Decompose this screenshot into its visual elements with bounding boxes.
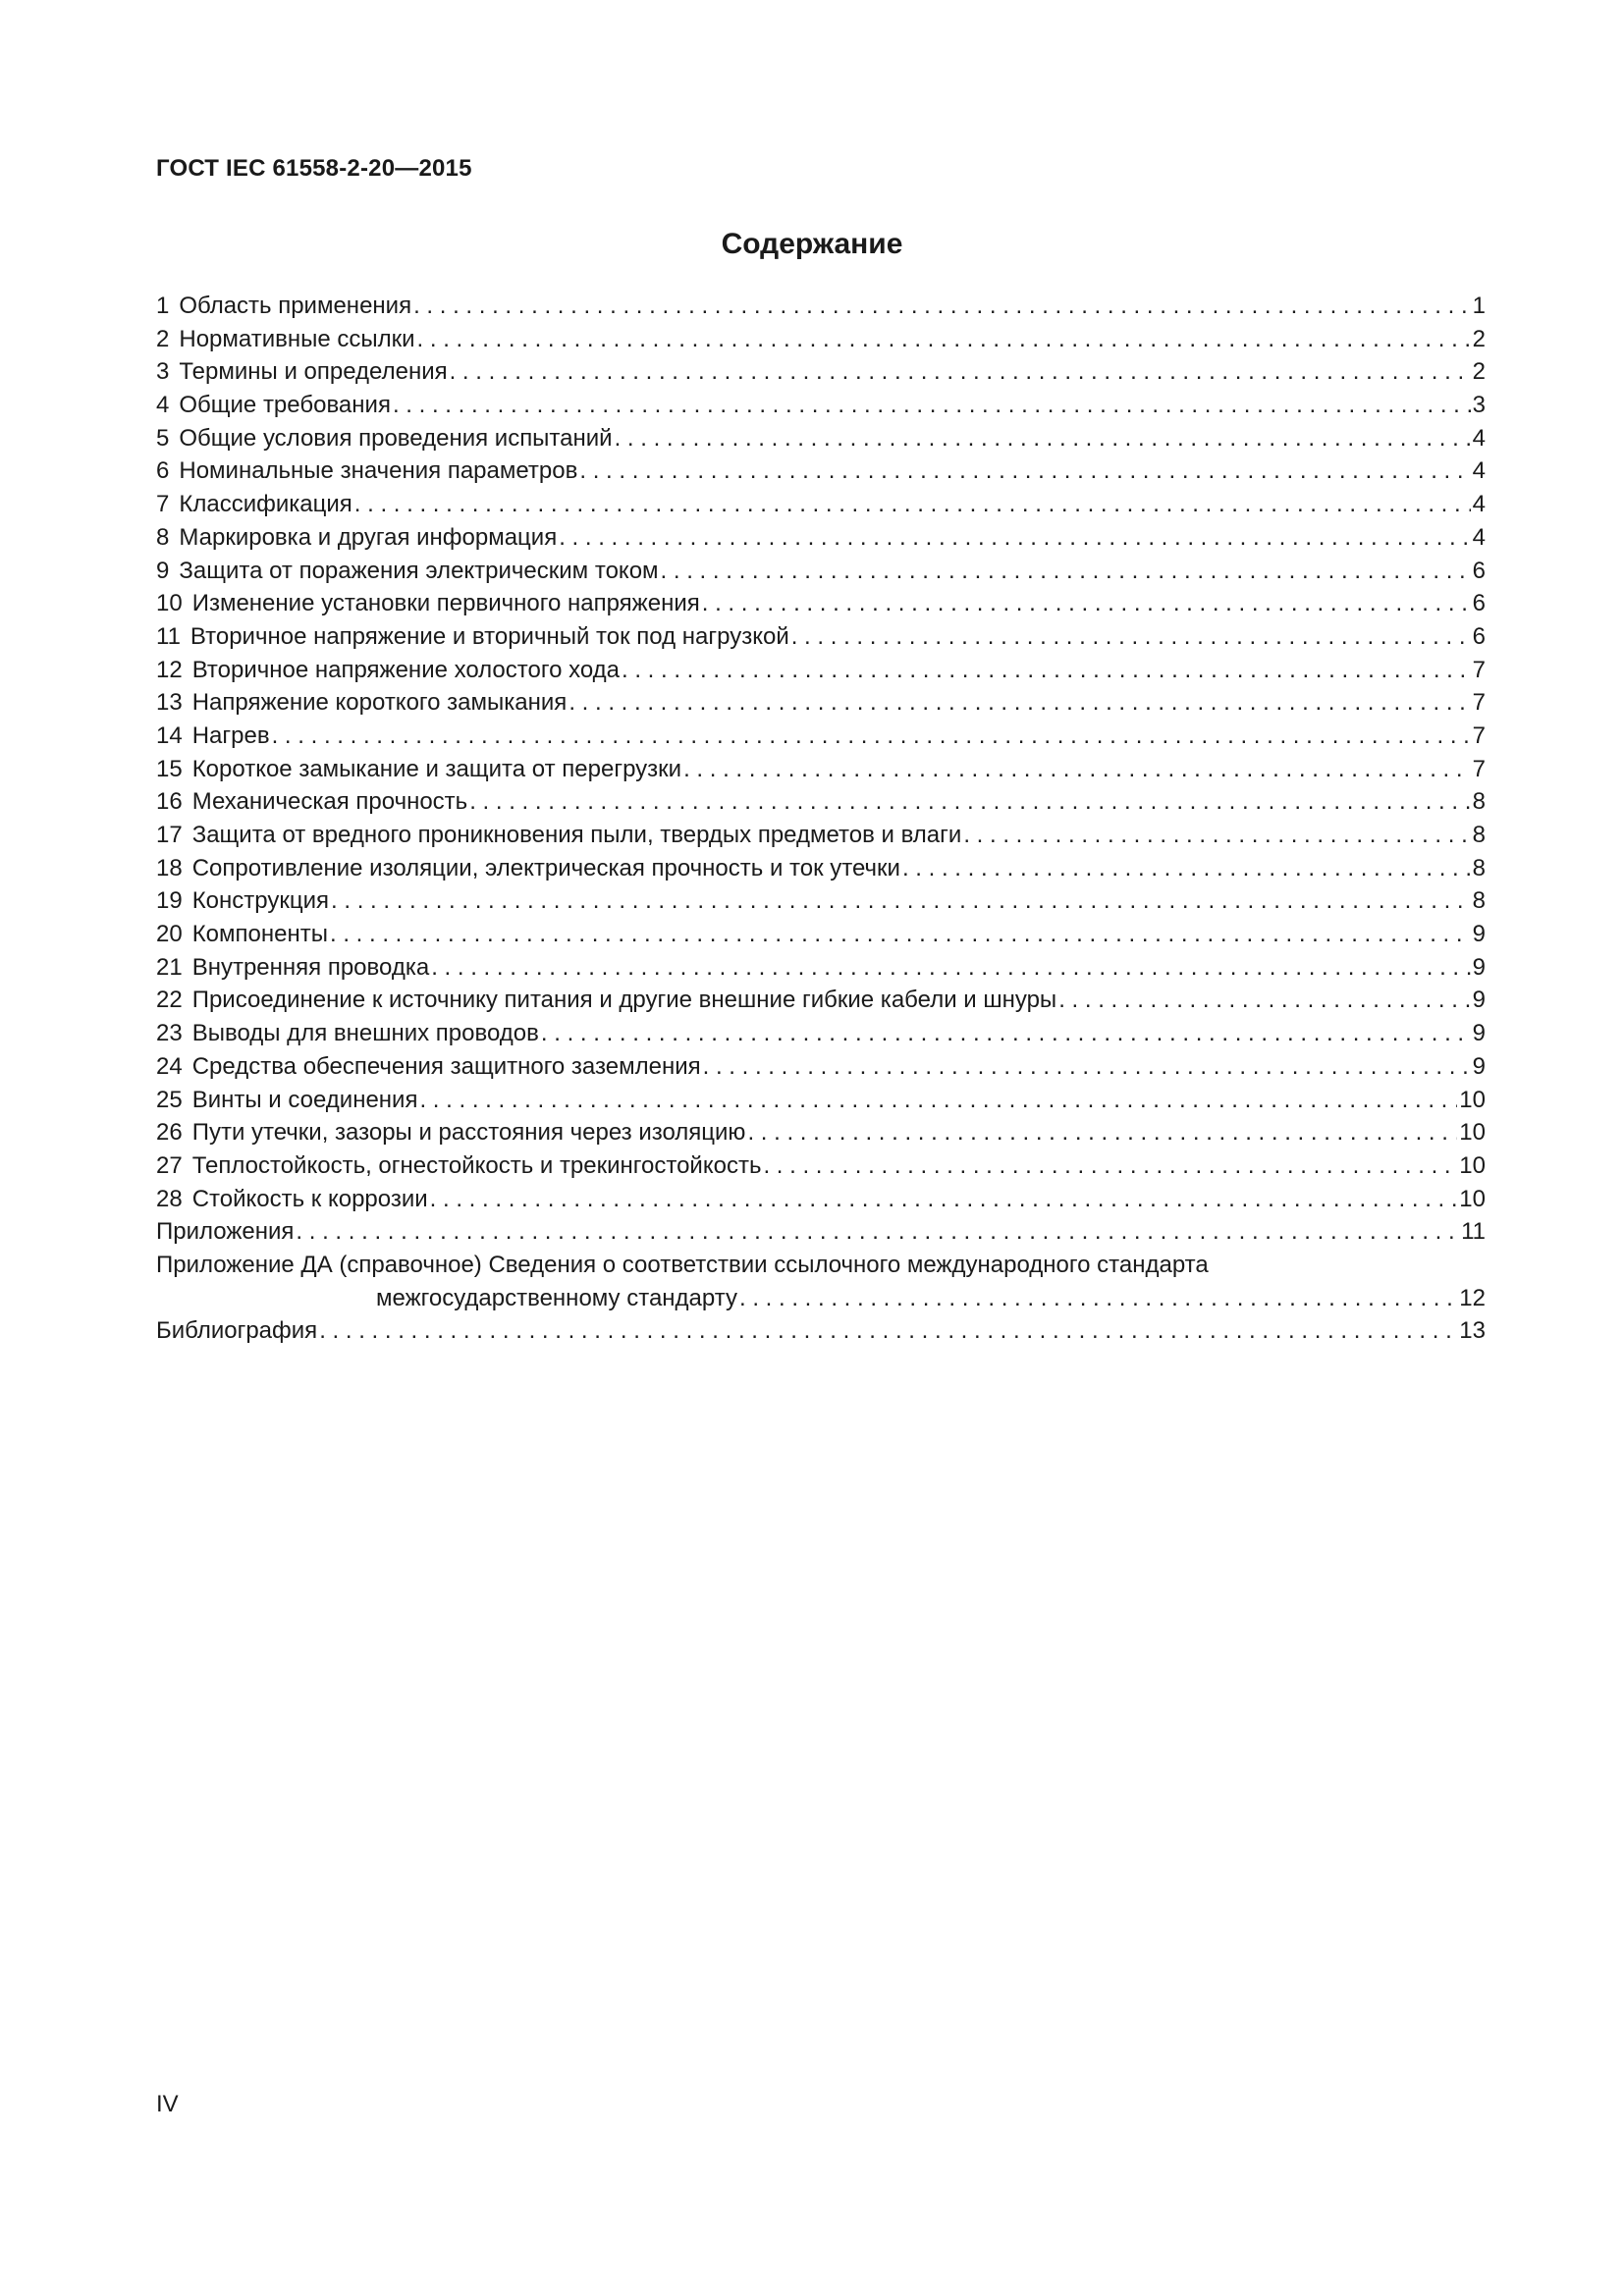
toc-entry-text — [156, 290, 411, 323]
toc-entry-page: 10 — [1459, 1119, 1486, 1147]
toc-entry-label: Винты и соединения — [191, 1086, 418, 1113]
toc-leader — [541, 1017, 1471, 1050]
toc-entry-page: 8 — [1472, 854, 1486, 881]
toc-entry-number: 9 — [156, 557, 170, 584]
toc-entry-bibliography[interactable] — [156, 1314, 1486, 1348]
toc-entry-text: Приложения — [156, 1218, 295, 1246]
toc-entry[interactable] — [156, 785, 1486, 819]
toc-entry-label: Теплостойкость, огнестойкость и трекингостойкость — [191, 1151, 762, 1179]
toc-entry-text — [156, 620, 789, 654]
toc-leader — [272, 720, 1471, 753]
toc-entry-page: 9 — [1472, 921, 1486, 948]
toc-entry-text: межгосударственному стандарту — [376, 1284, 737, 1311]
toc-entry-number: 21 — [156, 953, 183, 981]
toc-entry-label: Общие условия проведения испытаний — [179, 424, 613, 452]
toc-entry-label: Общие требования — [179, 392, 391, 419]
toc-entry[interactable] — [156, 290, 1486, 323]
toc-entry-page: 7 — [1472, 656, 1486, 683]
toc-entry-number: 3 — [156, 358, 170, 386]
toc-leader — [703, 1050, 1471, 1084]
toc-entry-text — [156, 1149, 761, 1183]
toc-entry-page: 4 — [1472, 424, 1486, 452]
toc-entry-label: Средства обеспечения защитного заземления — [191, 1052, 701, 1080]
toc-entry-text — [156, 852, 900, 885]
toc-entry-page: 8 — [1472, 822, 1486, 848]
toc-entry-number: 19 — [156, 887, 183, 915]
toc-entry-text — [156, 1183, 428, 1216]
toc-entry[interactable] — [156, 819, 1486, 852]
toc-entry[interactable] — [156, 389, 1486, 422]
toc-leader — [791, 620, 1471, 654]
toc-entry-page: 13 — [1459, 1317, 1486, 1345]
toc-entry-label: Пути утечки, зазоры и расстояния через изоляцию — [191, 1119, 746, 1147]
toc-leader — [963, 819, 1470, 852]
toc-entry-number: 26 — [156, 1119, 183, 1147]
toc-entry-page: 2 — [1472, 325, 1486, 352]
toc-entry[interactable] — [156, 951, 1486, 985]
toc-entry[interactable] — [156, 355, 1486, 389]
toc-leader — [902, 852, 1471, 885]
toc-entry-text — [156, 587, 700, 620]
toc-entry[interactable] — [156, 654, 1486, 687]
toc-entry-text — [156, 918, 328, 951]
toc-entry[interactable] — [156, 587, 1486, 620]
toc-entry-page: 9 — [1472, 987, 1486, 1014]
toc-entry-number: 27 — [156, 1151, 183, 1179]
toc-entry-page: 7 — [1472, 755, 1486, 782]
toc-entry-appendices[interactable] — [156, 1215, 1486, 1249]
toc-entry[interactable] — [156, 620, 1486, 654]
toc-entry-number: 23 — [156, 1020, 183, 1047]
toc-leader — [393, 389, 1471, 422]
toc-entry-number: 4 — [156, 392, 170, 419]
toc-entry-text — [156, 323, 415, 356]
toc-entry-number: 8 — [156, 523, 170, 551]
toc-leader — [296, 1215, 1459, 1249]
toc-leader — [661, 555, 1471, 588]
toc-entry-label: Внутренняя проводка — [191, 953, 430, 981]
toc-entry[interactable] — [156, 1084, 1486, 1117]
toc-entry-label: Изменение установки первичного напряжения — [191, 590, 700, 617]
toc-leader — [354, 488, 1471, 521]
toc-entry-page: 9 — [1472, 1052, 1486, 1080]
toc-entry-text — [156, 984, 1056, 1017]
toc-leader — [568, 686, 1470, 720]
toc-entry-text — [156, 819, 961, 852]
table-of-contents — [156, 290, 1486, 1348]
toc-entry[interactable] — [156, 984, 1486, 1017]
toc-entry[interactable] — [156, 753, 1486, 786]
toc-entry-label: Короткое замыкание и защита от перегрузки — [191, 755, 682, 782]
toc-entry[interactable] — [156, 323, 1486, 356]
toc-entry-text — [156, 389, 391, 422]
toc-leader — [417, 323, 1471, 356]
toc-leader — [559, 521, 1470, 555]
toc-leader — [430, 1183, 1458, 1216]
toc-entry-page: 2 — [1472, 358, 1486, 386]
toc-entry[interactable] — [156, 1050, 1486, 1084]
toc-entry-label: Стойкость к коррозии — [191, 1185, 428, 1212]
toc-entry-number: 7 — [156, 491, 170, 518]
toc-leader — [450, 355, 1471, 389]
toc-entry-label: Сопротивление изоляции, электрическая прочность и ток утечки — [191, 854, 900, 881]
toc-entry-text — [156, 1017, 539, 1050]
toc-entry-text — [156, 355, 448, 389]
toc-entry-number: 5 — [156, 424, 170, 452]
toc-leader — [419, 1084, 1457, 1117]
toc-entry-label: Вторичное напряжение холостого хода — [191, 656, 620, 683]
toc-entry-label: Конструкция — [191, 887, 330, 915]
toc-entry-page: 10 — [1459, 1151, 1486, 1179]
toc-entry-number: 12 — [156, 656, 183, 683]
toc-entry-number: 25 — [156, 1086, 183, 1113]
toc-leader — [319, 1314, 1457, 1348]
toc-entry[interactable] — [156, 1183, 1486, 1216]
toc-title: Содержание — [721, 228, 903, 260]
toc-leader — [683, 753, 1471, 786]
toc-entry-number: 15 — [156, 755, 183, 782]
toc-entry-label: Защита от поражения электрическим током — [179, 557, 659, 584]
toc-entry-number: 24 — [156, 1052, 183, 1080]
toc-entry-text: Приложение ДА (справочное) Сведения о соответствии ссылочного международного стандарта — [156, 1251, 1209, 1278]
toc-entry-number: 10 — [156, 590, 183, 617]
toc-leader — [1058, 984, 1470, 1017]
toc-entry-text — [156, 884, 329, 918]
toc-entry-label: Защита от вредного проникновения пыли, твердых предметов и влаги — [191, 822, 962, 848]
toc-entry-number: 18 — [156, 854, 183, 881]
toc-entry-page: 7 — [1472, 721, 1486, 749]
toc-entry[interactable] — [156, 521, 1486, 555]
toc-entry[interactable] — [156, 488, 1486, 521]
toc-leader — [763, 1149, 1457, 1183]
toc-entry-page: 3 — [1472, 392, 1486, 419]
toc-entry-text — [156, 686, 567, 720]
toc-leader — [469, 785, 1470, 819]
toc-entry-number: 11 — [156, 622, 181, 650]
toc-entry-label: Нагрев — [191, 721, 270, 749]
toc-entry-label: Выводы для внешних проводов — [191, 1020, 539, 1047]
toc-entry-page: 6 — [1472, 622, 1486, 650]
toc-leader — [747, 1116, 1457, 1149]
toc-entry-page: 10 — [1459, 1086, 1486, 1113]
toc-entry-label: Компоненты — [191, 921, 328, 948]
toc-entry-number: 17 — [156, 822, 183, 848]
toc-entry-label: Механическая прочность — [191, 788, 468, 816]
toc-entry-text — [156, 720, 270, 753]
toc-entry[interactable] — [156, 422, 1486, 455]
toc-entry-page: 6 — [1472, 590, 1486, 617]
toc-entry[interactable] — [156, 1116, 1486, 1149]
toc-leader — [331, 884, 1471, 918]
toc-entry-page: 9 — [1472, 953, 1486, 981]
toc-entry-page: 11 — [1461, 1218, 1486, 1246]
toc-entry[interactable] — [156, 720, 1486, 753]
toc-entry-number: 6 — [156, 457, 170, 485]
toc-entry-label: Классификация — [179, 491, 352, 518]
toc-entry-text — [156, 488, 352, 521]
toc-entry-page: 1 — [1472, 293, 1486, 319]
toc-leader — [330, 918, 1471, 951]
toc-entry-text — [156, 454, 577, 488]
toc-entry-text — [156, 951, 429, 985]
toc-entry-number: 14 — [156, 721, 183, 749]
toc-entry-text — [156, 654, 620, 687]
toc-entry-text: Библиография — [156, 1317, 318, 1345]
toc-entry[interactable] — [156, 454, 1486, 488]
toc-entry-number: 16 — [156, 788, 183, 816]
toc-entry-label: Вторичное напряжение и вторичный ток под нагрузкой — [189, 622, 789, 650]
toc-entry-number: 22 — [156, 987, 183, 1014]
toc-leader — [431, 951, 1470, 985]
toc-entry[interactable] — [156, 555, 1486, 588]
toc-entry[interactable] — [156, 1149, 1486, 1183]
toc-entries — [156, 290, 1486, 1215]
toc-entry-page: 6 — [1472, 557, 1486, 584]
toc-entry-number: 13 — [156, 689, 183, 717]
toc-entry-number: 2 — [156, 325, 170, 352]
toc-entry-page: 4 — [1472, 523, 1486, 551]
toc-entry-page: 12 — [1459, 1284, 1486, 1311]
toc-entry-continuation — [156, 1282, 1486, 1315]
toc-leader — [615, 422, 1471, 455]
toc-entry-label: Присоединение к источнику питания и другие внешние гибкие кабели и шнуры — [191, 987, 1057, 1014]
toc-leader — [622, 654, 1471, 687]
page-number: IV — [156, 2091, 179, 2117]
toc-entry-page: 7 — [1472, 689, 1486, 717]
toc-entry-text — [156, 555, 659, 588]
toc-entry-label: Область применения — [179, 293, 412, 319]
toc-entry-text — [156, 753, 681, 786]
toc-entry-number: 1 — [156, 293, 170, 319]
toc-entry-text — [156, 521, 557, 555]
toc-entry[interactable] — [156, 884, 1486, 918]
toc-entry-page: 4 — [1472, 491, 1486, 518]
toc-leader — [702, 587, 1471, 620]
toc-entry-number: 20 — [156, 921, 183, 948]
toc-entry-text — [156, 1050, 701, 1084]
toc-entry-page: 8 — [1472, 788, 1486, 816]
toc-entry[interactable] — [156, 686, 1486, 720]
toc-entry-label: Нормативные ссылки — [179, 325, 415, 352]
toc-entry-text — [156, 1084, 417, 1117]
toc-entry-text — [156, 785, 467, 819]
toc-entry-page: 8 — [1472, 887, 1486, 915]
toc-leader — [413, 290, 1471, 323]
document-code: ГОСТ IEC 61558-2-20—2015 — [156, 155, 472, 182]
toc-entry[interactable] — [156, 1017, 1486, 1050]
toc-leader — [739, 1282, 1457, 1315]
toc-entry-page: 10 — [1459, 1185, 1486, 1212]
toc-entry-label: Номинальные значения параметров — [179, 457, 578, 485]
toc-entry-page: 4 — [1472, 457, 1486, 485]
toc-entry-appendix-da[interactable] — [156, 1249, 1486, 1314]
toc-entry-page: 9 — [1472, 1020, 1486, 1047]
toc-entry-text — [156, 1116, 745, 1149]
toc-entry[interactable] — [156, 852, 1486, 885]
toc-entry-label: Термины и определения — [179, 358, 448, 386]
toc-entry-label: Маркировка и другая информация — [179, 523, 558, 551]
toc-entry-text — [156, 422, 613, 455]
toc-entry-label: Напряжение короткого замыкания — [191, 689, 568, 717]
toc-leader — [579, 454, 1470, 488]
toc-entry[interactable] — [156, 918, 1486, 951]
toc-entry-number: 28 — [156, 1185, 183, 1212]
